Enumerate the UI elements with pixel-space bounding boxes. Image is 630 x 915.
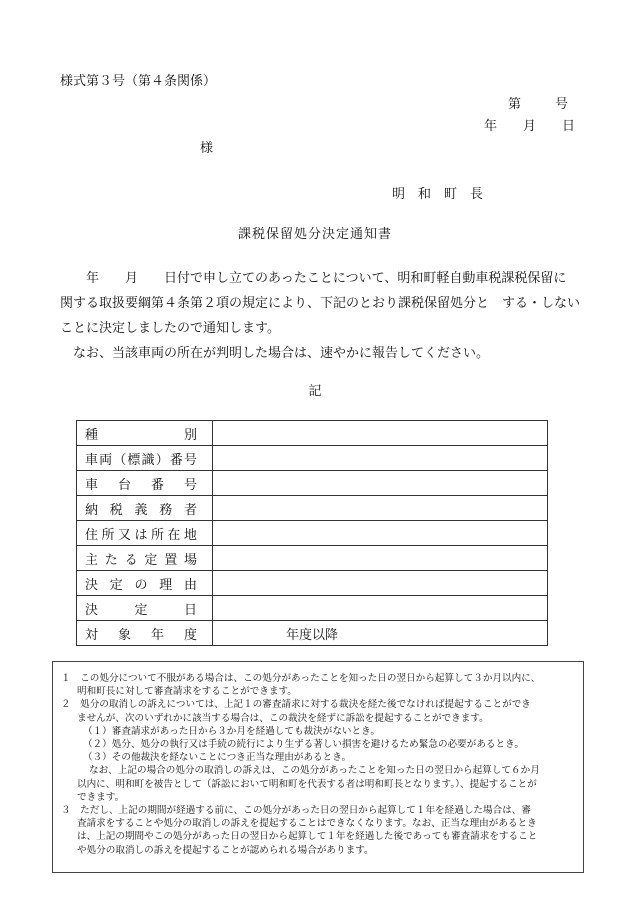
table-row <box>77 521 548 546</box>
label-char: 象 <box>117 627 131 643</box>
label-char: 在 <box>167 527 181 543</box>
form-number: 様式第３号（第４条関係） <box>60 74 217 89</box>
label-char: 定 <box>144 552 158 568</box>
row-label <box>77 521 213 546</box>
recipient-suffix: 様 <box>200 141 214 156</box>
row-label <box>77 446 213 471</box>
label-char: 決 <box>85 602 99 618</box>
label-char: 別 <box>183 427 197 443</box>
label-char: ） <box>155 452 169 468</box>
table-row <box>77 471 548 496</box>
label-char: 主 <box>85 552 99 568</box>
note-line: （１）審査請求があった日から３か月を経過しても裁決がないとき。 <box>83 725 380 737</box>
document-number <box>508 93 568 112</box>
label-char: 対 <box>85 627 99 643</box>
table-row <box>77 446 548 471</box>
row-value[interactable] <box>213 596 548 621</box>
label-text <box>85 599 197 618</box>
label-char: 納 <box>85 502 99 518</box>
label-char: 場 <box>183 552 197 568</box>
label-char: 号 <box>183 452 197 468</box>
number-dai-label: 第 <box>508 97 522 112</box>
body-line: なお、当該車両の所在が判明した場合は、速やかに報告してください。 <box>60 346 490 361</box>
issue-date <box>484 115 575 134</box>
label-char: 所 <box>101 527 115 543</box>
date-year-label: 年 <box>484 119 498 134</box>
number-go-label: 号 <box>555 97 569 112</box>
table-row <box>77 596 548 621</box>
label-char: 所 <box>150 527 164 543</box>
table-row <box>77 571 548 596</box>
issuer-name: 明和町長 <box>392 187 497 202</box>
row-label <box>77 496 213 521</box>
label-char: 又 <box>117 527 131 543</box>
label-char: 車 <box>85 477 99 493</box>
table-row <box>77 421 548 446</box>
label-char: た <box>104 552 118 568</box>
label-char: 車 <box>85 452 99 468</box>
date-day-label: 日 <box>562 119 576 134</box>
row-value[interactable] <box>213 496 548 521</box>
label-char: 税 <box>109 502 123 518</box>
label-text <box>85 549 197 568</box>
row-label <box>77 621 213 646</box>
note-line: １ この処分について不服がある場合は、この処分があったことを知った日の翌日から起算して３か月以内に、 <box>61 673 541 684</box>
label-char: 務 <box>159 502 173 518</box>
row-value[interactable] <box>213 446 548 471</box>
table-row <box>77 546 548 571</box>
label-char: 地 <box>183 527 197 543</box>
table-row <box>77 621 548 646</box>
note-line: ませんが、次のいずれかに該当する場合は、この裁決を経ずに訴訟を提起することができます。 <box>77 712 489 724</box>
label-char: 種 <box>85 427 99 443</box>
row-label <box>77 471 213 496</box>
appeal-notes-box <box>52 661 584 873</box>
row-label <box>77 596 213 621</box>
label-text <box>85 524 197 543</box>
body-line: ことに決定しましたので通知します。 <box>60 321 280 336</box>
label-char: 置 <box>164 552 178 568</box>
note-line: 査請求をすることや処分の取消しの訴えを提起することはできなくなります。なお、正当な理由があるとき <box>77 818 537 830</box>
row-label <box>77 421 213 446</box>
label-text <box>85 624 197 643</box>
label-char: 決 <box>85 577 99 593</box>
label-char: 番 <box>150 477 164 493</box>
label-char: 日 <box>183 602 197 618</box>
row-value[interactable] <box>213 421 548 446</box>
note-line: 明和町長に対して審査請求をすることができます。 <box>77 686 297 698</box>
label-char: 番 <box>169 452 183 468</box>
label-char: 標 <box>127 452 141 468</box>
label-char: 理 <box>159 577 173 593</box>
label-text <box>85 574 197 593</box>
label-char: 年 <box>150 627 164 643</box>
label-char: 住 <box>85 527 99 543</box>
label-char: 識 <box>141 452 155 468</box>
note-line: は、上記の期間やこの処分があった日の翌日から起算して１年を経過した後であっても審査請求をすること <box>77 831 538 843</box>
label-text <box>85 499 197 518</box>
label-char: 台 <box>117 477 131 493</box>
label-char: 号 <box>183 477 197 493</box>
label-char: 者 <box>183 502 197 518</box>
note-line: なお、上記の場合の処分の取消しの訴えは、この処分があったことを知った日の翌日から起算して６か月 <box>89 765 540 777</box>
table-row <box>77 496 548 521</box>
row-value[interactable] <box>213 521 548 546</box>
label-text <box>85 449 197 468</box>
label-char: 両 <box>99 452 113 468</box>
label-char: 度 <box>183 627 197 643</box>
document-title: 課税保留処分決定通知書 <box>237 227 392 242</box>
ki-heading: 記 <box>308 384 322 399</box>
note-line: できます。 <box>77 791 125 803</box>
row-value[interactable] <box>213 471 548 496</box>
detail-table <box>76 420 548 646</box>
label-char: 由 <box>183 577 197 593</box>
label-char: る <box>124 552 138 568</box>
note-line: ３ ただし、上記の期間が経過する前に、この処分があった日の翌日から起算して１年を経過した場合は、審 <box>61 805 531 817</box>
notice-body <box>60 266 590 366</box>
row-value[interactable] <box>213 571 548 596</box>
label-char: は <box>134 527 148 543</box>
label-char: の <box>134 577 148 593</box>
note-line: （２）処分、処分の執行又は手続の続行により生ずる著しい損害を避けるため緊急の必要があるとき。 <box>83 739 524 751</box>
body-line: 関する取扱要綱第４条第２項の規定により、下記のとおり課税保留処分と する・しない <box>60 296 581 311</box>
date-month-label: 月 <box>523 119 537 134</box>
note-line: （３）その他裁決を経ないことにつき正当な理由があるとき。 <box>83 752 352 764</box>
body-line: 年 月 日付で申し立てのあったことについて、明和町軽自動車税課税保留に <box>60 271 567 286</box>
row-value[interactable] <box>213 546 548 571</box>
row-label <box>77 571 213 596</box>
row-value[interactable]: 年度以降 <box>213 621 548 646</box>
label-text <box>85 424 197 443</box>
label-char: （ <box>113 452 127 468</box>
note-line: 以内に、明和町を被告として（訴訟において明和町を代表する者は明和町長となります。）、提起することが <box>77 778 537 790</box>
label-text <box>85 474 197 493</box>
label-char: 定 <box>109 577 123 593</box>
note-line: や処分の取消しの訴えを提起することが認められる場合があります。 <box>77 844 374 856</box>
label-char: 義 <box>134 502 148 518</box>
row-label <box>77 546 213 571</box>
note-line: ２ 処分の取消しの訴えについては、上記１の審査請求に対する裁決を経た後でなければ提起することができ <box>61 699 531 711</box>
label-char: 定 <box>134 602 148 618</box>
